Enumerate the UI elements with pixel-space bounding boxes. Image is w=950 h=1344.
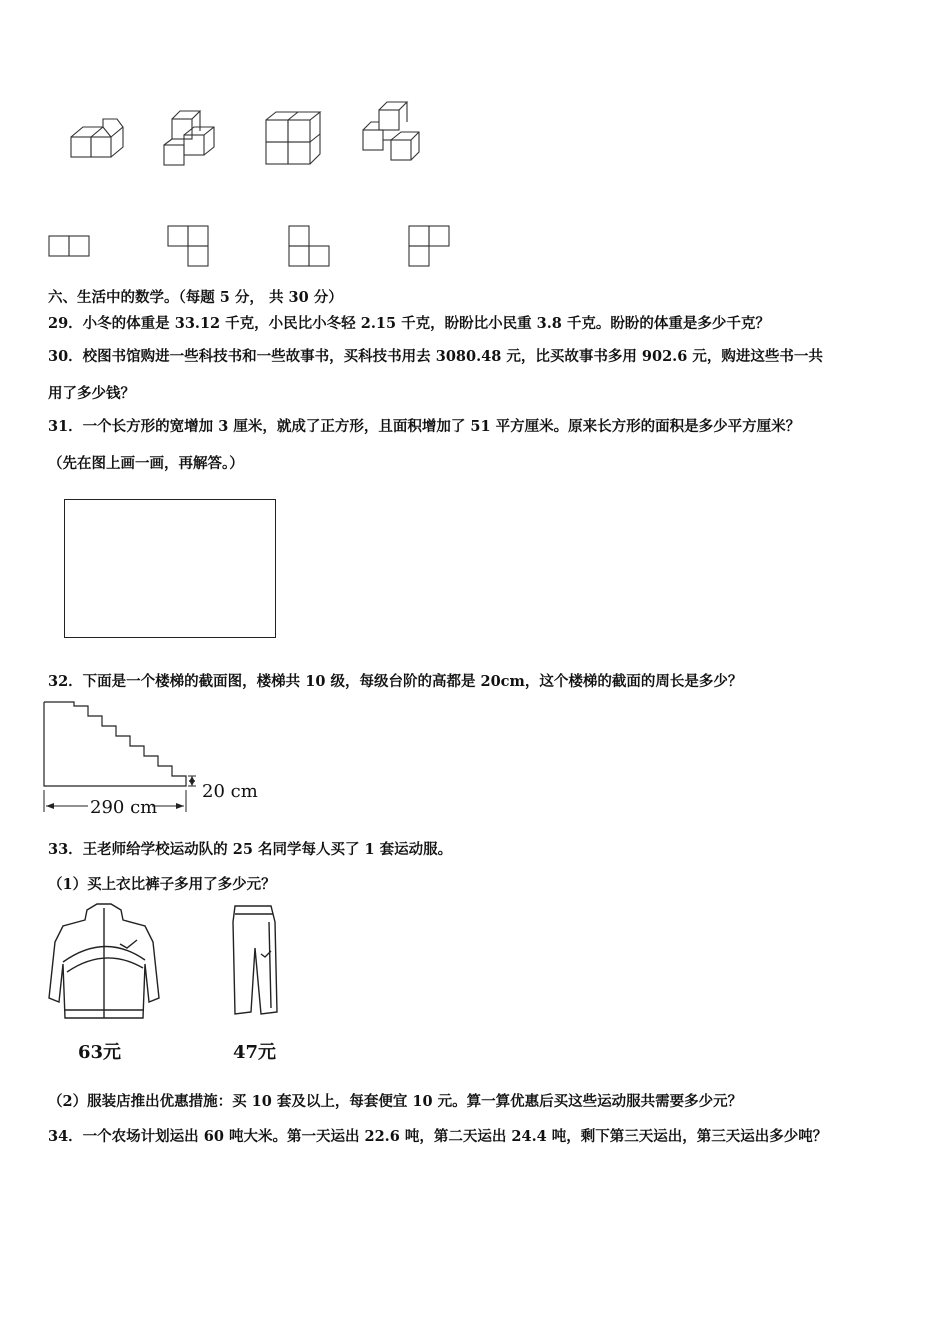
- plan-view-4: [407, 224, 453, 268]
- question-30-line-2: 用了多少钱？: [48, 385, 135, 402]
- width-label: 290 cm: [90, 797, 158, 818]
- jacket-figure: [45, 902, 165, 1032]
- plan-view-3: [287, 224, 333, 268]
- question-31-line-1: 31．一个长方形的宽增加 3 厘米，就成了正方形，且面积增加了 51 平方厘米。原来长方形的面积是多少平方厘米？: [48, 418, 801, 435]
- cube-figure-3: [262, 108, 324, 166]
- question-33-part-1: （1）买上衣比裤子多用了多少元？: [48, 876, 276, 893]
- step-label: 20 cm: [202, 781, 258, 802]
- cube-figure-4: [355, 100, 427, 166]
- question-29: 29．小冬的体重是 33.12 千克，小民比小冬轻 2.15 千克，盼盼比小民重 3.8 千克。盼盼的体重是多少千克？: [48, 315, 770, 332]
- question-33: 33．王老师给学校运动队的 25 名同学每人买了 1 套运动服。: [48, 841, 453, 858]
- section-6-title: 六、生活中的数学。（每题 5 分， 共 30 分）: [48, 289, 343, 306]
- question-34: 34．一个农场计划运出 60 吨大米。第一天运出 22.6 吨，第二天运出 24.4 吨，剩下第三天运出，第三天运出多少吨？: [48, 1128, 828, 1145]
- pants-price: 47元: [233, 1042, 277, 1063]
- rectangle-figure: [64, 499, 276, 638]
- question-31-line-2: （先在图上画一画，再解答。）: [48, 455, 244, 472]
- cube-figure-2: [160, 105, 230, 170]
- cube-figure-1: [65, 115, 127, 167]
- plan-view-2: [166, 224, 212, 268]
- question-33-part-2: （2）服装店推出优惠措施：买 10 套及以上，每套便宜 10 元。算一算优惠后买这些运动服共需要多少元？: [48, 1093, 743, 1110]
- plan-view-1: [48, 234, 93, 260]
- jacket-price: 63元: [78, 1042, 122, 1063]
- pants-figure: [225, 902, 285, 1032]
- question-32: 32．下面是一个楼梯的截面图，楼梯共 10 级，每级台阶的高都是 20cm，这个楼梯的截面的周长是多少？: [48, 673, 743, 690]
- staircase-figure: [40, 698, 270, 818]
- question-30-line-1: 30．校图书馆购进一些科技书和一些故事书，买科技书用去 3080.48 元，比买故事书多用 902.6 元，购进这些书一共: [48, 348, 823, 365]
